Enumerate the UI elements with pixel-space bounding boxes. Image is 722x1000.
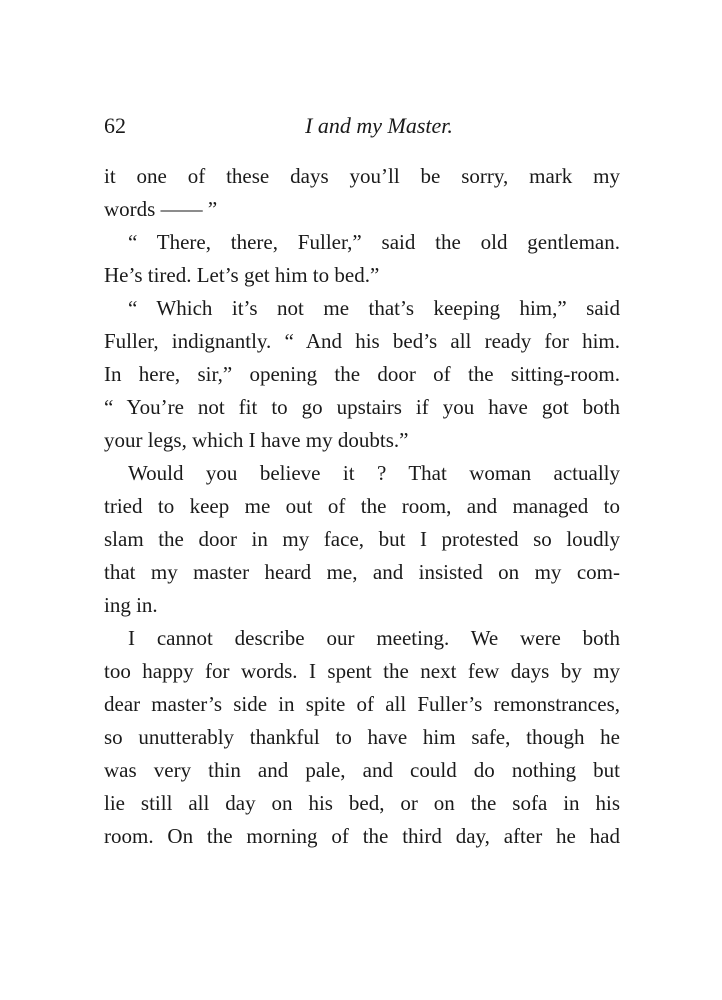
text-line: too happy for words. I spent the next few days by my — [104, 659, 620, 683]
page-header — [104, 108, 620, 144]
text-line: I cannot describe our meeting. We were both — [128, 626, 620, 650]
running-title: I and my Master. — [305, 113, 453, 138]
text-line: your legs, which I have my doubts.” — [104, 428, 409, 452]
text-line: lie still all day on his bed, or on the sofa in his — [104, 791, 620, 815]
text-line: words —— ” — [104, 197, 218, 221]
body-text — [104, 160, 620, 853]
text-line: that my master heard me, and insisted on my com- — [104, 560, 620, 584]
text-line: In here, sir,” opening the door of the sitting-room. — [104, 362, 620, 386]
text-line: “ Which it’s not me that’s keeping him,” said — [128, 296, 620, 320]
text-line: dear master’s side in spite of all Fuller’s remonstrances, — [104, 692, 620, 716]
text-line: was very thin and pale, and could do nothing but — [104, 758, 620, 782]
text-line: so unutterably thankful to have him safe, though he — [104, 725, 620, 749]
text-line: “ You’re not fit to go upstairs if you have got both — [104, 395, 620, 419]
text-line: slam the door in my face, but I protested so loudly — [104, 527, 620, 551]
text-line: it one of these days you’ll be sorry, mark my — [104, 164, 620, 188]
text-line: Fuller, indignantly. “ And his bed’s all ready for him. — [104, 329, 620, 353]
text-line: Would you believe it ? That woman actually — [128, 461, 620, 485]
text-line: room. On the morning of the third day, after he had — [104, 824, 620, 848]
text-line: “ There, there, Fuller,” said the old gentleman. — [128, 230, 620, 254]
page-number: 62 — [104, 113, 126, 138]
text-line: He’s tired. Let’s get him to bed.” — [104, 263, 380, 287]
text-line: ing in. — [104, 593, 158, 617]
text-line: tried to keep me out of the room, and managed to — [104, 494, 620, 518]
